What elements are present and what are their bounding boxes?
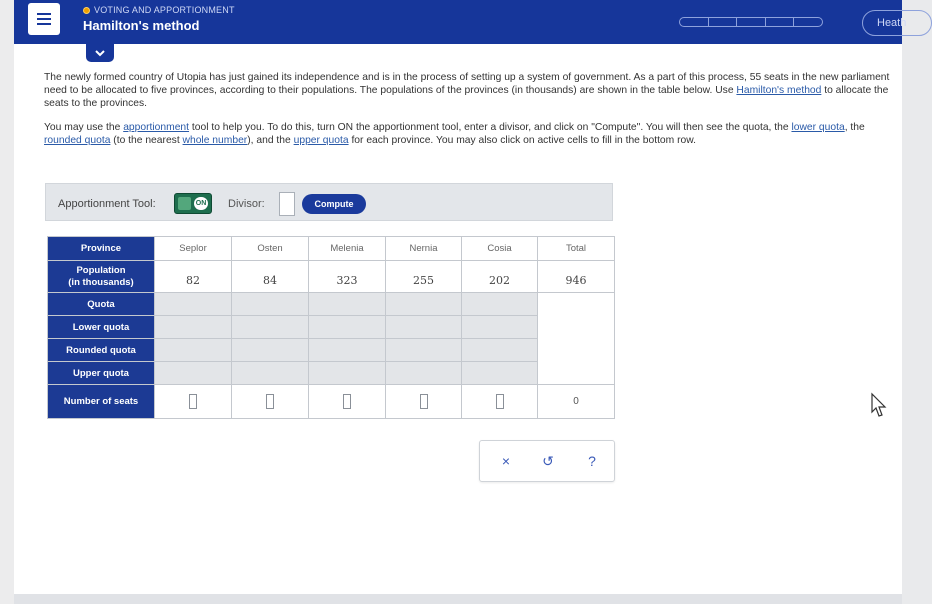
answer-actions [479,440,615,482]
upper-quota-cell [386,362,462,385]
lower-quota-row [48,316,615,339]
problem-text: to allocate the seats to the provinces. [44,85,889,109]
seats-row [48,385,615,419]
population-total: 946 [538,261,615,293]
progress-bar [679,17,823,27]
section-name [83,5,235,15]
bottom-bar [14,594,902,604]
seats-cell[interactable] [386,385,462,419]
province-header: Province [48,237,155,261]
apportionment-tool-label: Apportionment Tool: [58,198,156,210]
population-cell: 202 [462,261,538,293]
province-name: Cosia [462,237,538,261]
seats-cell[interactable] [232,385,309,419]
quota-cell [309,293,386,316]
problem-paragraph [44,71,890,110]
upper-quota-cell [232,362,309,385]
problem-text: The newly formed country of Utopia has just gained its independence and is in the process of setting up a system of government. As a part of this process, 55 seats in the new parliament need to be allocated to five provinces, according to their populations. The populations of the provinces (in thousands) are shown in the table below. Use [44,72,890,96]
whole-number-link[interactable]: whole number [182,135,248,146]
toggle-knob [178,197,191,210]
seats-input[interactable] [420,394,428,409]
apportionment-toggle[interactable] [174,193,212,214]
left-margin [0,0,14,604]
progress-segment [709,18,738,26]
quota-row [48,293,615,316]
lower-quota-cell [386,316,462,339]
population-cell: 323 [309,261,386,293]
province-name: Nernia [386,237,462,261]
instructions-text: tool to help you. To do this, turn ON the apportionment tool, enter a divisor, and click on "Compute". You will then see the quota, the [189,122,792,133]
instructions-text: (to the nearest [110,135,183,146]
total-header: Total [538,237,615,261]
mouse-cursor-icon [870,393,890,419]
lower-quota-cell [155,316,232,339]
top-header [14,0,907,44]
lower-quota-row-label: Lower quota [48,316,155,339]
population-cell: 255 [386,261,462,293]
rounded-quota-row [48,339,615,362]
seats-cell[interactable] [462,385,538,419]
instructions-paragraph [44,121,890,147]
toggle-state-label: ON [194,197,208,210]
province-name: Seplor [155,237,232,261]
upper-quota-cell [155,362,232,385]
lower-quota-cell [462,316,538,339]
province-name: Melenia [309,237,386,261]
table-header-row [48,237,615,261]
rounded-quota-cell [309,339,386,362]
seats-total: 0 [538,385,615,419]
seats-input[interactable] [343,394,351,409]
upper-quota-link[interactable]: upper quota [293,135,349,146]
upper-quota-row-label: Upper quota [48,362,155,385]
hamburger-menu-button[interactable] [28,3,60,35]
apportionment-tool-bar [45,183,613,221]
menu-line-icon [37,23,51,25]
seats-input[interactable] [496,394,504,409]
compute-button[interactable]: Compute [302,194,366,214]
rounded-quota-cell [386,339,462,362]
rounded-quota-link[interactable]: rounded quota [44,135,111,146]
progress-segment [766,18,795,26]
seats-row-label: Number of seats [48,385,155,419]
province-name: Osten [232,237,309,261]
rounded-quota-cell [155,339,232,362]
rounded-quota-cell [462,339,538,362]
quota-cell [462,293,538,316]
instructions-text: ), and the [247,135,294,146]
instructions-text: You may use the [44,122,124,133]
population-cell: 82 [155,261,232,293]
quota-cell [155,293,232,316]
rounded-quota-row-label: Rounded quota [48,339,155,362]
menu-line-icon [37,18,51,20]
divisor-input[interactable] [279,192,295,216]
divisor-label: Divisor: [228,198,265,210]
instructions-text: , the [844,122,865,133]
upper-quota-cell [309,362,386,385]
progress-segment [680,18,709,26]
hamilton-method-link[interactable]: Hamilton's method [736,85,822,96]
apportionment-table [47,236,615,419]
population-row-label: Population (in thousands) [48,261,155,293]
population-cell: 84 [232,261,309,293]
seats-input[interactable] [266,394,274,409]
topic-dot-icon [83,7,90,14]
lower-quota-link[interactable]: lower quota [791,122,845,133]
quota-row-label: Quota [48,293,155,316]
undo-button[interactable]: ↺ [542,453,554,469]
progress-segment [794,18,822,26]
progress-segment [737,18,766,26]
seats-cell[interactable] [155,385,232,419]
seats-cell[interactable] [309,385,386,419]
upper-quota-cell [462,362,538,385]
chevron-down-icon [94,49,106,57]
lower-quota-cell [232,316,309,339]
help-button[interactable]: ? [588,453,596,469]
population-row [48,261,615,293]
menu-line-icon [37,13,51,15]
apportionment-link[interactable]: apportionment [123,122,190,133]
clear-button[interactable]: × [501,453,511,469]
section-label: VOTING AND APPORTIONMENT [94,5,235,15]
seats-input[interactable] [189,394,197,409]
lower-quota-cell [309,316,386,339]
page-title: Hamilton's method [83,18,200,33]
quota-cell [386,293,462,316]
quota-cell [232,293,309,316]
total-blank-cell [538,293,615,385]
upper-quota-row [48,362,615,385]
rounded-quota-cell [232,339,309,362]
header-right-button[interactable]: Heath [862,10,932,36]
instructions-text: for each province. You may also click on active cells to fill in the bottom row. [348,135,696,146]
collapse-toggle-button[interactable] [86,44,114,62]
